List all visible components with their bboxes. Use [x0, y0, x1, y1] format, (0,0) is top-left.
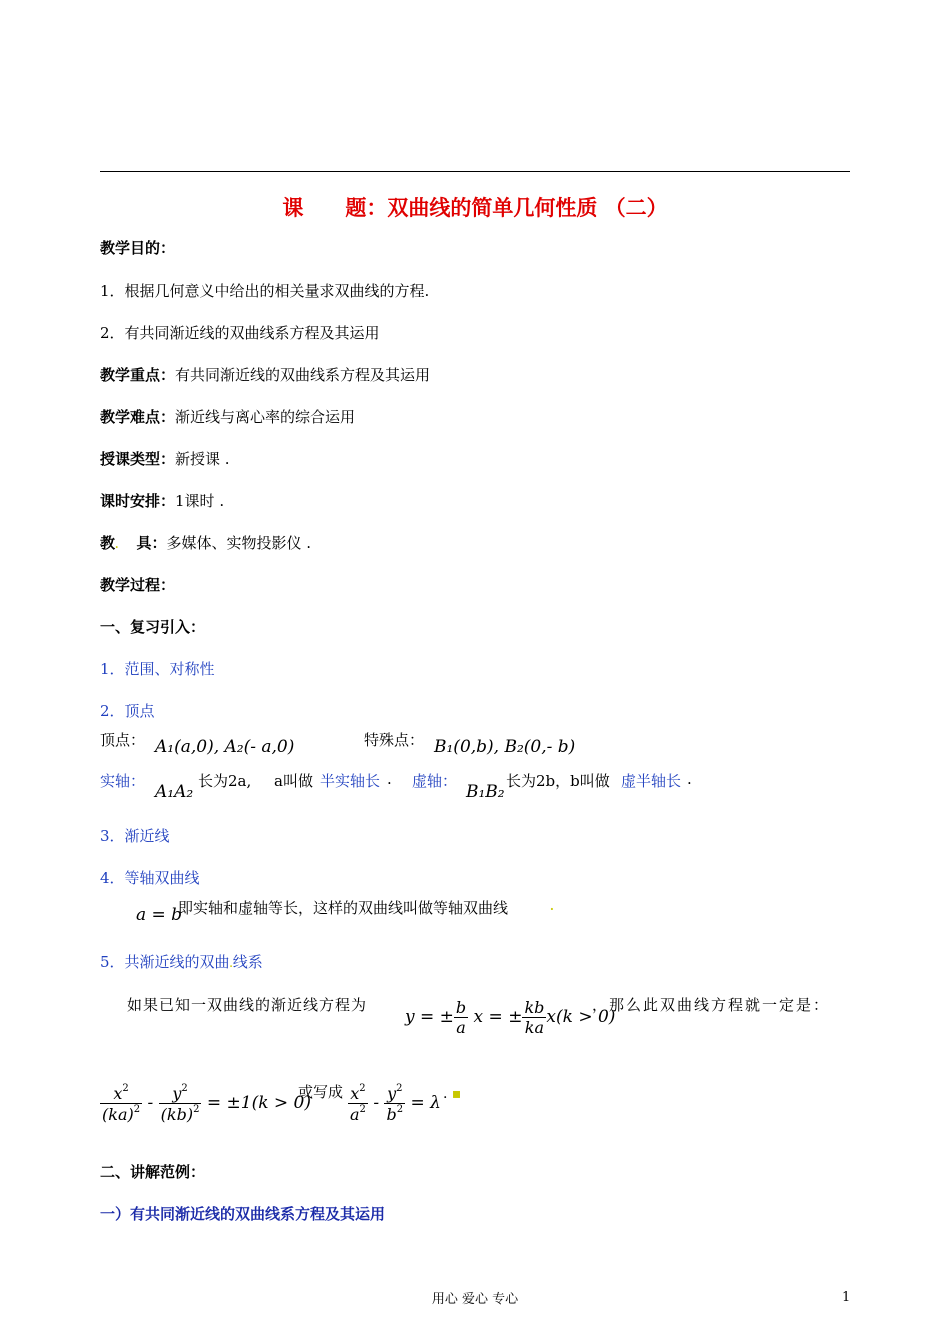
- imag-half-axis: 虚半轴长: [621, 772, 682, 790]
- asymptote-paragraph-left: 如果已知一双曲线的渐近线方程为: [127, 996, 368, 1014]
- real-axis-segment: A₁A₂: [155, 782, 194, 802]
- difficulty-value: 渐近线与离心率的综合运用: [175, 408, 356, 426]
- section2-subheading: 一）有共同渐近线的双曲线系方程及其运用: [100, 1205, 386, 1223]
- marker-dot: . ▪: [443, 1086, 462, 1102]
- schedule-value: 1课时 .: [175, 492, 225, 510]
- review-item-4: 4．等轴双曲线: [100, 869, 200, 887]
- vertex-label: 顶点：: [100, 731, 146, 749]
- schedule-label: 课时安排：: [100, 492, 176, 510]
- imag-period: .: [687, 770, 692, 788]
- imag-axis-segment: B₁B₂: [466, 782, 505, 802]
- real-half-axis: 半实轴长: [320, 772, 381, 790]
- review-item-2: 2．顶点: [100, 702, 155, 720]
- review-item-5: 5．共渐近线的双曲.线系: [100, 953, 263, 971]
- real-axis-length: 长为2a,: [198, 772, 252, 790]
- tools-value: 多媒体、实物投影仪 .: [166, 534, 312, 552]
- key-point-value: 有共同渐近线的双曲线系方程及其运用: [175, 366, 431, 384]
- page-title: 课 题：双曲线的简单几何性质 （二）: [282, 196, 668, 220]
- asymptote-paragraph-right: ，那么此双曲线方程就一定是：: [592, 996, 831, 1014]
- review-item-1: 1．范围、对称性: [100, 660, 215, 678]
- real-period: .: [387, 770, 392, 788]
- lesson-type-value: 新授课 .: [175, 450, 230, 468]
- or-write-label: 或写成: [298, 1083, 344, 1101]
- imag-axis-length: 长为2b，b叫做: [506, 772, 610, 790]
- lesson-type-label: 授课类型：: [100, 450, 176, 468]
- vertex-formula: A₁(a,0), A₂(- a,0): [155, 737, 295, 757]
- page-number: 1: [842, 1290, 851, 1305]
- marker-dot: .: [550, 900, 554, 913]
- difficulty-row: [100, 406, 355, 427]
- process-heading: 教学过程：: [100, 576, 176, 594]
- real-axis-a: a叫做: [274, 772, 313, 790]
- tools-label-b: 具：: [136, 534, 167, 552]
- objective-item-2: 2．有共同渐近线的双曲线系方程及其运用: [100, 324, 380, 342]
- review-item-3: 3．渐近线: [100, 827, 170, 845]
- objective-item-1: 1．根据几何意义中给出的相关量求双曲线的方程.: [100, 282, 430, 300]
- section1-heading: 一、复习引入：: [100, 618, 206, 636]
- special-label: 特殊点：: [364, 731, 425, 749]
- lesson-type-row: [100, 448, 230, 469]
- section2-heading: 二、讲解范例：: [100, 1163, 206, 1181]
- marker-dot: .: [115, 540, 119, 551]
- key-point-label: 教学重点：: [100, 366, 176, 384]
- special-formula: B₁(0,b), B₂(0,- b): [434, 737, 576, 757]
- imag-axis-label: 虚轴：: [412, 772, 458, 790]
- hyperbola-family-formula: $\frac{x^2}{(ka)^2}$ - $\frac{y^2}{(kb)^2}$ = ±1(k > 0): [102, 1083, 311, 1124]
- objectives-heading: 教学目的：: [100, 239, 176, 257]
- lambda-formula: $\frac{x^2}{a^2}$ - $\frac{y^2}{b^2}$ = λ: [350, 1083, 441, 1124]
- equi-text: 即实轴和虚轴等长，这样的双曲线叫做等轴双曲线: [178, 899, 509, 917]
- tools-label-a: 教: [100, 534, 116, 552]
- key-point-row: [100, 364, 430, 385]
- tools-row: [100, 532, 311, 553]
- header-rule: [100, 171, 850, 172]
- real-axis-label: 实轴：: [100, 772, 146, 790]
- asymptote-formula: y = ± $\frac{b}{a}$ x = ± $\frac{kb}{ka}$ x(k > 0): [405, 998, 616, 1037]
- schedule-row: [100, 490, 224, 511]
- equi-formula: a = b: [136, 905, 183, 925]
- difficulty-label: 教学难点：: [100, 408, 176, 426]
- footer-text: 用心 爱心 专心: [431, 1292, 519, 1307]
